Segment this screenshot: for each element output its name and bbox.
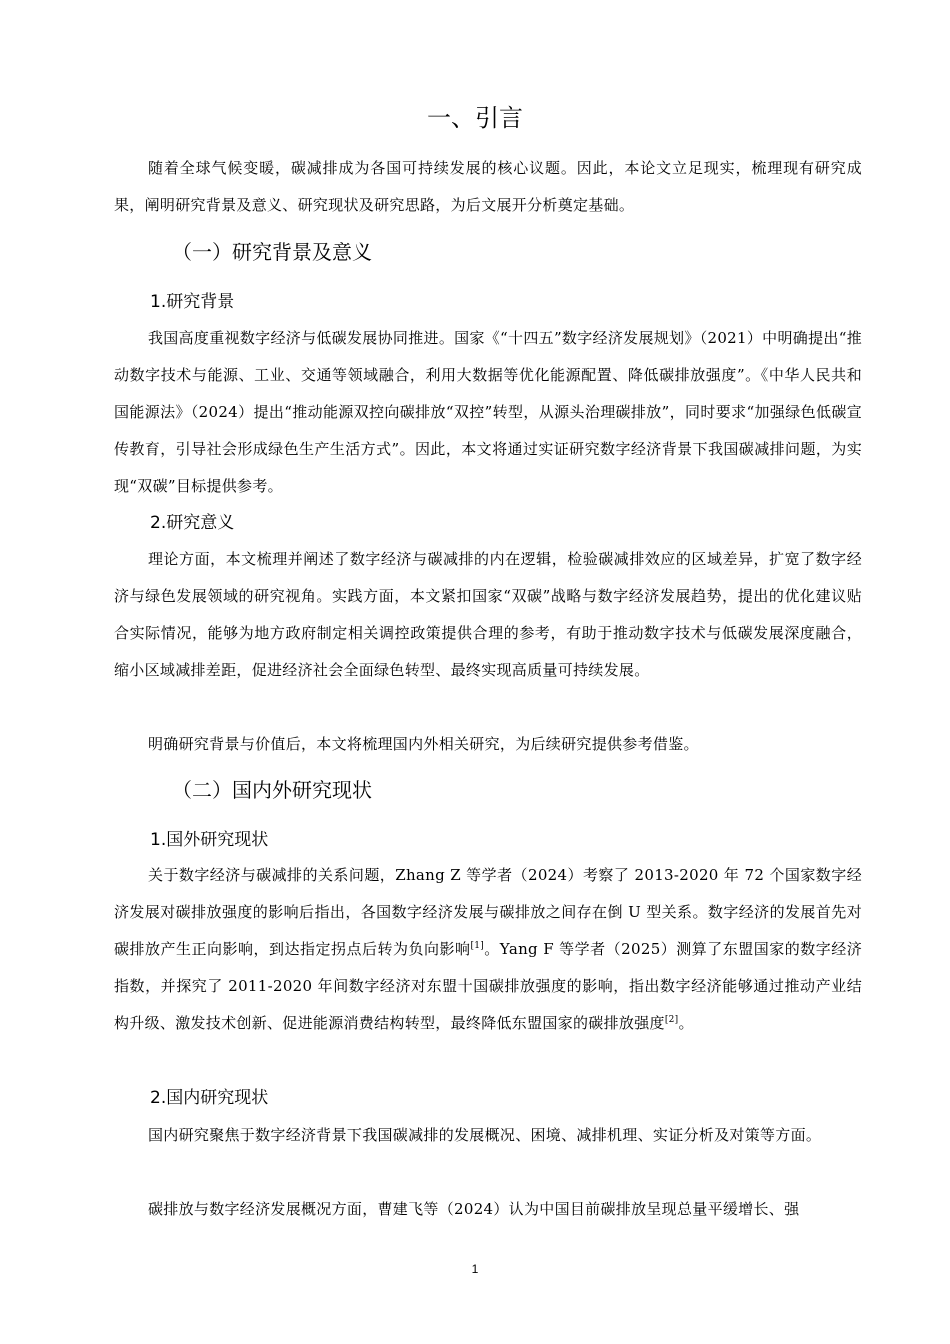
subsection-heading-background: 1.研究背景 [150, 292, 235, 312]
domestic-research-paragraph: 国内研究聚焦于数字经济背景下我国碳减排的发展概况、困境、减排机理、实证分析及对策等方面。 [148, 1126, 822, 1144]
foreign-research-paragraph [114, 857, 862, 1042]
transition-paragraph: 明确研究背景与价值后，本文将梳理国内外相关研究，为后续研究提供参考借鉴。 [148, 735, 699, 753]
subsection-heading-domestic: 2.国内研究现状 [150, 1088, 269, 1108]
intro-paragraph: 随着全球气候变暖，碳减排成为各国可持续发展的核心议题。因此，本论文立足现实，梳理现有研究成果，阐明研究背景及意义、研究现状及研究思路，为后文展开分析奠定基础。 [114, 159, 862, 214]
section-heading-research-status: （二）国内外研究现状 [172, 778, 372, 802]
page-number: 1 [471, 1262, 479, 1276]
subsection-heading-significance: 2.研究意义 [150, 513, 235, 533]
chapter-title: 一、引言 [427, 104, 523, 132]
significance-paragraph: 理论方面，本文梳理并阐述了数字经济与碳减排的内在逻辑，检验碳减排效应的区域差异，扩宽了数字经济与绿色发展领域的研究视角。实践方面，本文紧扣国家“双碳”战略与数字经济发展趋势，提出的优化建议贴合实际情况，能够为地方政府制定相关调控政策提供合理的参考，有助于推动数字技术与低碳发展深度融合，缩小区域减排差距，促进经济社会全面绿色转型、最终实现高质量可持续发展。 [114, 550, 862, 679]
foreign-text-c: 。 [678, 1014, 694, 1032]
citation-2: [2] [664, 1015, 679, 1025]
subsection-heading-foreign: 1.国外研究现状 [150, 830, 269, 850]
foreign-text-b: 。Yang F 等学者（2025）测算了东盟国家的数字经济指数，并探究了 2011-2020 年间数字经济对东盟十国碳排放强度的影响，指出数字经济能够通过推动产业结构升级、激发技术创新、促进能源消费结构转型，最终降低东盟国家的碳排放强度 [114, 940, 862, 1032]
citation-1: [1] [470, 941, 485, 951]
section-heading-background: （一）研究背景及意义 [172, 240, 372, 264]
domestic-overview-paragraph: 碳排放与数字经济发展概况方面，曹建飞等（2024）认为中国目前碳排放呈现总量平缓增长、强 [148, 1200, 800, 1218]
foreign-text-a: 关于数字经济与碳减排的关系问题，Zhang Z 等学者（2024）考察了 2013-2020 年 72 个国家数字经济发展对碳排放强度的影响后指出，各国数字经济发展与碳排放之间存在倒 U 型关系。数字经济的发展首先对碳排放产生正向影响，到达指定拐点后转为负向影响 [114, 866, 862, 958]
background-paragraph: 我国高度重视数字经济与低碳发展协同推进。国家《“十四五”数字经济发展规划》（2021）中明确提出“推动数字技术与能源、工业、交通等领域融合，利用大数据等优化能源配置、降低碳排放强度”。《中华人民共和国能源法》（2024）提出“推动能源双控向碳排放“双控”转型，从源头治理碳排放”，同时要求“加强绿色低碳宣传教育，引导社会形成绿色生产生活方式”。因此，本文将通过实证研究数字经济背景下我国碳减排问题，为实现“双碳”目标提供参考。 [114, 329, 862, 495]
